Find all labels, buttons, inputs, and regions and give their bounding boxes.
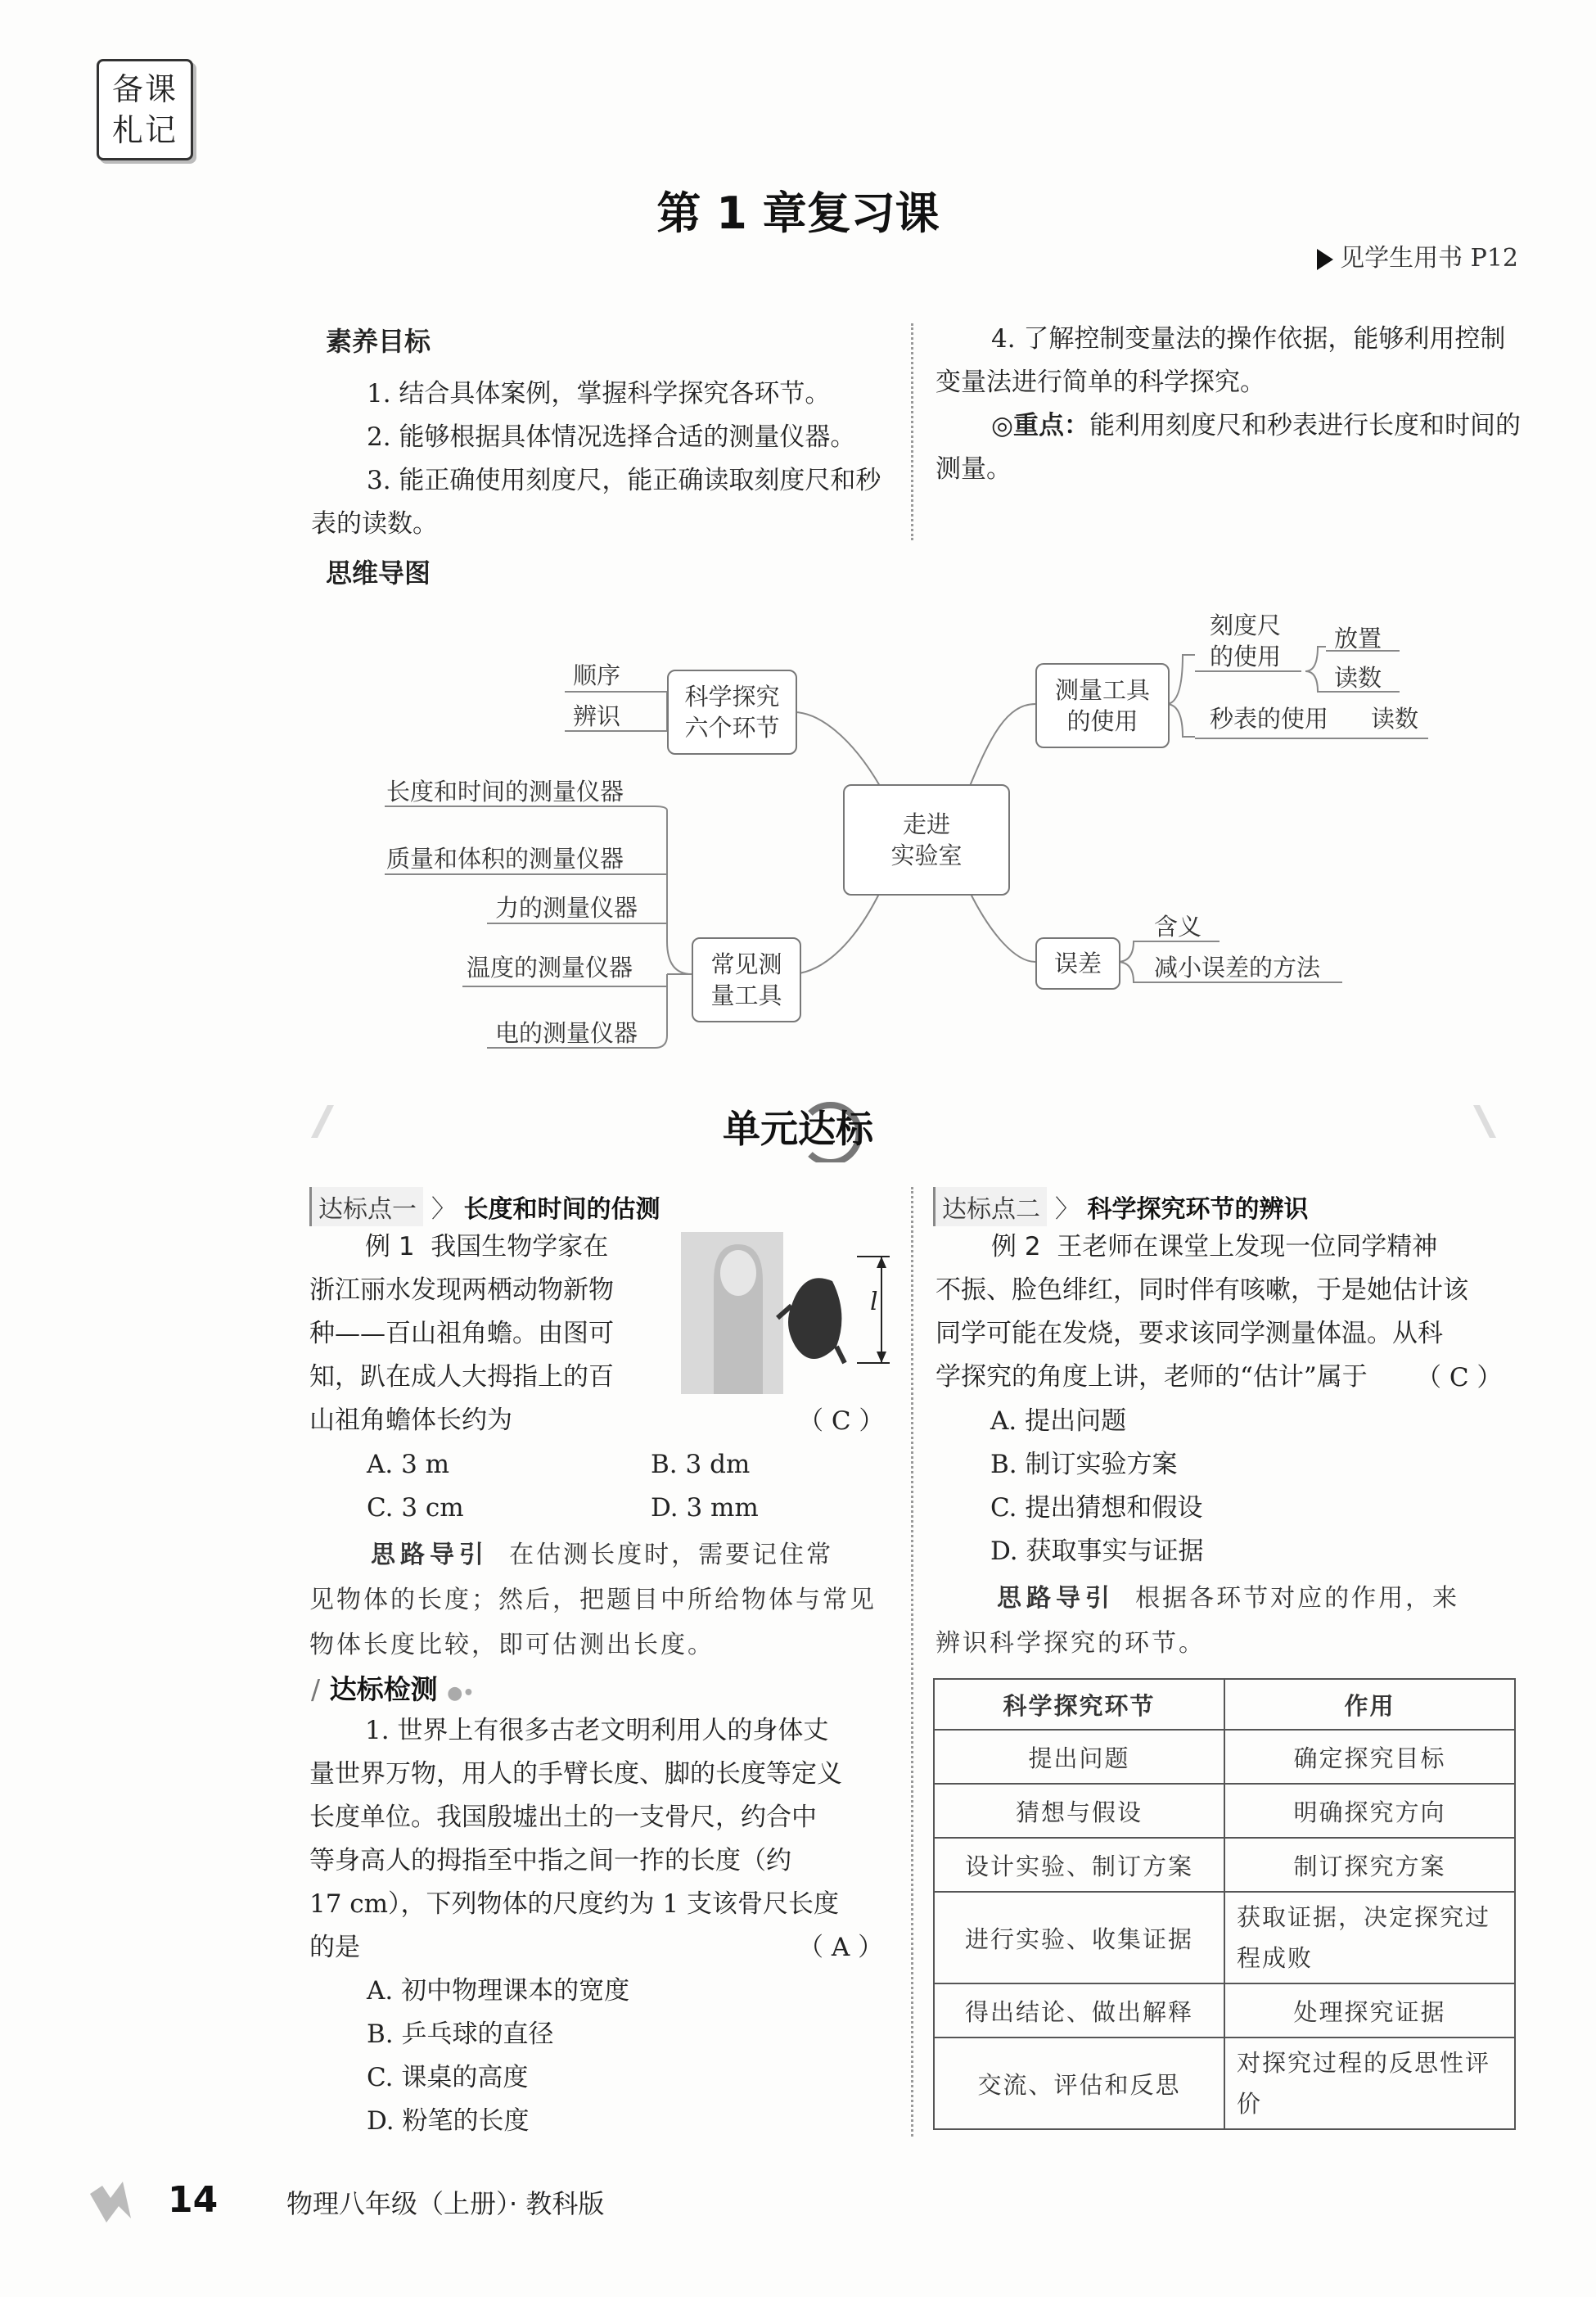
unit-title: 单元达标 (723, 1107, 873, 1151)
page-number: 14 (168, 2179, 219, 2221)
table-row (934, 2038, 1515, 2129)
point2-title: 科学探究环节的辨识 (1087, 1195, 1309, 1224)
table-row (934, 1892, 1515, 1983)
mindmap-common-tools: 常见测 量工具 (692, 937, 801, 1022)
mindmap-leaf: 读数 (1371, 705, 1419, 733)
goals-heading: 素养目标 (326, 326, 431, 357)
mindmap-center: 走进 实验室 (843, 784, 1010, 896)
mindmap-leaf: 电的测量仪器 (495, 1019, 638, 1047)
goal-item-2: 2. 能够根据具体情况选择合适的测量仪器。 (367, 422, 856, 452)
table-cell: 猜想与假设 (934, 1784, 1224, 1838)
question1-text: 1. 世界上有很多古老文明利用人的身体丈 量世界万物，用人的手臂长度、脚的长度等定义 长度单位。我国殷墟出土的一支骨尺，约合中 等身高人的拇指至中指之间一拃的长度（约 17 cm），下列物体的尺度约为 1 支该骨尺长度 的是 (309, 1716, 842, 1962)
mindmap-error: 误差 (1035, 937, 1120, 990)
stamp-line-2: 札记 (111, 112, 178, 148)
mindmap-leaf: 顺序 (573, 661, 621, 689)
point1-label: 达标点一 (309, 1187, 423, 1226)
table-cell: 处理探究证据 (1224, 1983, 1515, 2038)
question1-answer: （ A ） (798, 1933, 884, 1962)
table-cell: 对探究过程的反思性评价 (1224, 2038, 1515, 2129)
table-row (934, 1838, 1515, 1892)
example1-option-b: B. 3 dm (651, 1450, 751, 1479)
table-header-row (934, 1679, 1515, 1730)
example1-answer: （ C ） (798, 1406, 885, 1436)
mindmap-stopwatch-use: 秒表的使用 (1210, 705, 1329, 733)
table-cell: 获取证据，决定探究过程成败 (1224, 1892, 1515, 1983)
example2-options: A. 提出问题 B. 制订实验方案 C. 提出猜想和假设 D. 获取事实与证据 (990, 1406, 1204, 1566)
table-row (934, 1730, 1515, 1784)
example1-text: 例 1 我国生物学家在 浙江丽水发现两栖动物新物 种——百山祖角蟾。由图可 知，趴在成人大拇指上的百 山祖角蟾体长约为 (309, 1232, 614, 1435)
book-title: 物理八年级（上册）· 教科版 (286, 2188, 605, 2219)
mindmap-leaf: 长度和时间的测量仪器 (386, 778, 624, 806)
mindmap-leaf: 含义 (1154, 913, 1202, 941)
mindmap-leaf: 温度的测量仪器 (467, 954, 633, 982)
table-cell: 制订探究方案 (1224, 1838, 1515, 1892)
table-cell: 进行实验、收集证据 (934, 1892, 1224, 1983)
table-cell: 明确探究方向 (1224, 1784, 1515, 1838)
table-row (934, 1983, 1515, 2038)
inquiry-steps-table (933, 1678, 1516, 2130)
example1-option-c: C. 3 cm (367, 1493, 464, 1523)
mindmap-inquiry: 科学探究 六个环节 (667, 670, 797, 755)
inquiry-steps-table-wrap (933, 1678, 1516, 2130)
point1-title: 长度和时间的估测 (463, 1195, 660, 1224)
stamp-line-1: 备课 (111, 71, 178, 107)
mindmap-leaf: 放置 (1334, 625, 1382, 652)
mindmap-leaf: 质量和体积的测量仪器 (386, 845, 624, 873)
toad-on-thumb-figure (681, 1232, 890, 1394)
mindmap-leaf: 辨识 (573, 702, 621, 730)
mindmap-heading: 思维导图 (326, 557, 431, 589)
point2-label: 达标点二 (933, 1187, 1047, 1226)
pen-icon: ∕ (311, 1673, 321, 1705)
table-cell: 设计实验、制订方案 (934, 1838, 1224, 1892)
check-heading: ∕ 达标检测 ●• (311, 1673, 475, 1705)
example2-text: 例 2 王老师在课堂上发现一位同学精神 不振、脸色绯红，同时伴有咳嗽，于是她估计该 同学可能在发烧，要求该同学测量体温。从科 学探究的角度上讲，老师的“估计”属于 (936, 1232, 1468, 1392)
student-book-reference: 见学生用书 P12 (1317, 237, 1518, 273)
dots-decoration: ●• (447, 1683, 475, 1704)
footer-decoration-icon (86, 2177, 151, 2227)
example2-answer: （ C ） (1416, 1363, 1503, 1392)
goal-item-3: 3. 能正确使用刻度尺，能正确读取刻度尺和秒表的读数。 (311, 466, 881, 539)
chapter-title: 第 1 章复习课 (656, 187, 940, 239)
table-header: 作用 (1224, 1679, 1515, 1730)
goal-item-4: 4. 了解控制变量法的操作依据，能够利用控制变量法进行简单的科学探究。 (936, 324, 1506, 397)
mindmap-leaf: 减小误差的方法 (1154, 954, 1321, 982)
table-header: 科学探究环节 (934, 1679, 1224, 1730)
mindmap-tools-use: 测量工具 的使用 (1035, 663, 1170, 748)
chevron-right-icon: 〉 (431, 1195, 456, 1224)
example1-hint: 思路导引 在估测长度时，需要记住常 见物体的长度；然后，把题目中所给物体与常见 物体长度比较，即可估测出长度。 (309, 1541, 877, 1659)
chevron-right-icon: 〉 (1055, 1195, 1080, 1224)
table-cell: 交流、评估和反思 (934, 2038, 1224, 2129)
table-cell: 提出问题 (934, 1730, 1224, 1784)
point1-tag (309, 1187, 660, 1226)
mindmap-leaf: 力的测量仪器 (495, 894, 638, 922)
figure-length-label: l (870, 1288, 878, 1316)
example2-hint: 思路导引 根据各环节对应的作用，来 辨识科学探究的环节。 (936, 1584, 1460, 1658)
table-cell: 确定探究目标 (1224, 1730, 1515, 1784)
question1-options: A. 初中物理课本的宽度 B. 乒乓球的直径 C. 课桌的高度 D. 粉笔的长度 (367, 1976, 630, 2136)
example1-option-d: D. 3 mm (651, 1493, 759, 1523)
table-row (934, 1784, 1515, 1838)
point2-tag (933, 1187, 1309, 1226)
mindmap-leaf: 读数 (1334, 664, 1382, 692)
mindmap-ruler-use: 刻度尺 的使用 (1210, 611, 1282, 670)
example1-option-a: A. 3 m (367, 1450, 450, 1479)
mindmap-connectors (0, 0, 1596, 1081)
table-cell: 得出结论、做出解释 (934, 1983, 1224, 2038)
key-point: ◎重点：能利用刻度尺和秒表进行长度和时间的测量。 (936, 411, 1522, 484)
column-divider (911, 1187, 913, 2137)
goal-item-1: 1. 结合具体案例，掌握科学探究各环节。 (367, 379, 831, 408)
